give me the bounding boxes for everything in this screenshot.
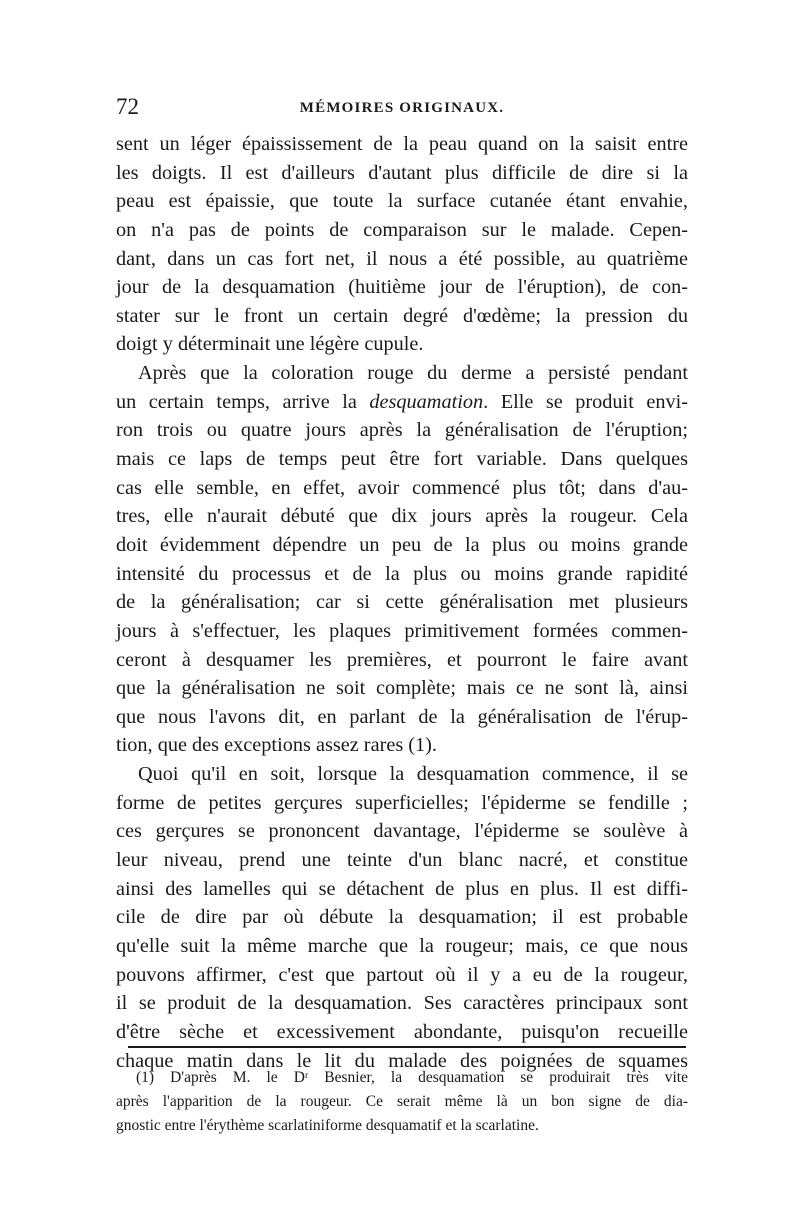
text-line: cas elle semble, en effet, avoir commencé plus tôt; dans d'au- bbox=[116, 476, 688, 499]
footnote-line: après l'apparition de la rougeur. Ce serait même là un bon signe de dia- bbox=[116, 1093, 688, 1110]
text-line: doigt y déterminait une légère cupule. bbox=[116, 333, 424, 356]
text-line: que nous l'avons dit, en parlant de la généralisation de l'érup- bbox=[116, 705, 688, 728]
text-line: tres, elle n'aurait débuté que dix jours après la rougeur. Cela bbox=[116, 505, 688, 528]
text-line: peau est épaissie, que toute la surface cutanée étant envahie, bbox=[116, 190, 688, 213]
text-line bbox=[116, 388, 688, 417]
text-line: Après que la coloration rouge du derme a persisté pendant bbox=[138, 362, 688, 385]
text-line: dant, dans un cas fort net, il nous a été possible, au quatrième bbox=[116, 247, 688, 270]
body-text bbox=[116, 130, 688, 1075]
text-line: stater sur le front un certain degré d'œdème; la pression du bbox=[116, 304, 688, 327]
text-line: cile de dire par où débute la desquamation; il est probable bbox=[116, 906, 688, 929]
text-run: un certain temps, arrive la bbox=[116, 390, 370, 413]
text-line: forme de petites gerçures superficielles; l'épiderme se fendille ; bbox=[116, 791, 688, 814]
footnote-line: gnostic entre l'érythème scarlatiniforme desquamatif et la scarlatine. bbox=[116, 1117, 539, 1134]
running-head: MÉMOIRES ORIGINAUX. bbox=[299, 100, 505, 116]
text-line: Quoi qu'il en soit, lorsque la desquamation commence, il se bbox=[138, 763, 688, 786]
text-line: ces gerçures se prononcent davantage, l'épiderme se soulève à bbox=[116, 820, 688, 843]
page-header bbox=[116, 94, 688, 124]
footnote-rule bbox=[128, 1046, 686, 1048]
footnote-line: (1) D'après M. le Dʳ Besnier, la desquamation se produirait très vite bbox=[136, 1069, 688, 1086]
italic-term: desquamation bbox=[369, 390, 484, 413]
text-line: il se produit de la desquamation. Ses caractères principaux sont bbox=[116, 992, 688, 1015]
text-line: d'être sèche et excessivement abondante, puisqu'on recueille bbox=[116, 1020, 688, 1043]
text-line: que la généralisation ne soit complète; mais ce ne sont là, ainsi bbox=[116, 677, 688, 700]
footnote bbox=[116, 1066, 688, 1138]
text-line: sent un léger épaississement de la peau quand on la saisit entre bbox=[116, 133, 688, 155]
text-line: jour de la desquamation (huitième jour de l'éruption), de con- bbox=[116, 276, 688, 299]
text-line: tion, que des exceptions assez rares (1). bbox=[116, 734, 438, 757]
text-line: intensité du processus et de la plus ou moins grande rapidité bbox=[116, 562, 688, 585]
text-line: jours à s'effectuer, les plaques primitivement formées commen- bbox=[116, 619, 688, 642]
text-line: chaque matin dans le lit du malade des poignées de squames bbox=[116, 1049, 688, 1072]
text-line: les doigts. Il est d'ailleurs d'autant plus difficile de dire si la bbox=[116, 161, 688, 184]
text-line: ron trois ou quatre jours après la généralisation de l'éruption; bbox=[116, 419, 688, 442]
text-run: . Elle se produit envi- bbox=[483, 390, 688, 413]
text-line: pouvons affirmer, c'est que partout où il y a eu de la rougeur, bbox=[116, 963, 688, 986]
text-line: doit évidemment dépendre un peu de la plus ou moins grande bbox=[116, 533, 688, 556]
text-line: qu'elle suit la même marche que la rougeur; mais, ce que nous bbox=[116, 934, 688, 957]
text-line: de la généralisation; car si cette généralisation met plusieurs bbox=[116, 591, 688, 614]
page-number: 72 bbox=[116, 94, 139, 119]
text-line: ceront à desquamer les premières, et pourront le faire avant bbox=[116, 648, 688, 671]
text-line: on n'a pas de points de comparaison sur le malade. Cepen- bbox=[116, 218, 688, 241]
text-line: leur niveau, prend une teinte d'un blanc nacré, et constitue bbox=[116, 849, 688, 872]
text-line: ainsi des lamelles qui se détachent de plus en plus. Il est diffi- bbox=[116, 877, 688, 900]
text-line: mais ce laps de temps peut être fort variable. Dans quelques bbox=[116, 448, 688, 471]
